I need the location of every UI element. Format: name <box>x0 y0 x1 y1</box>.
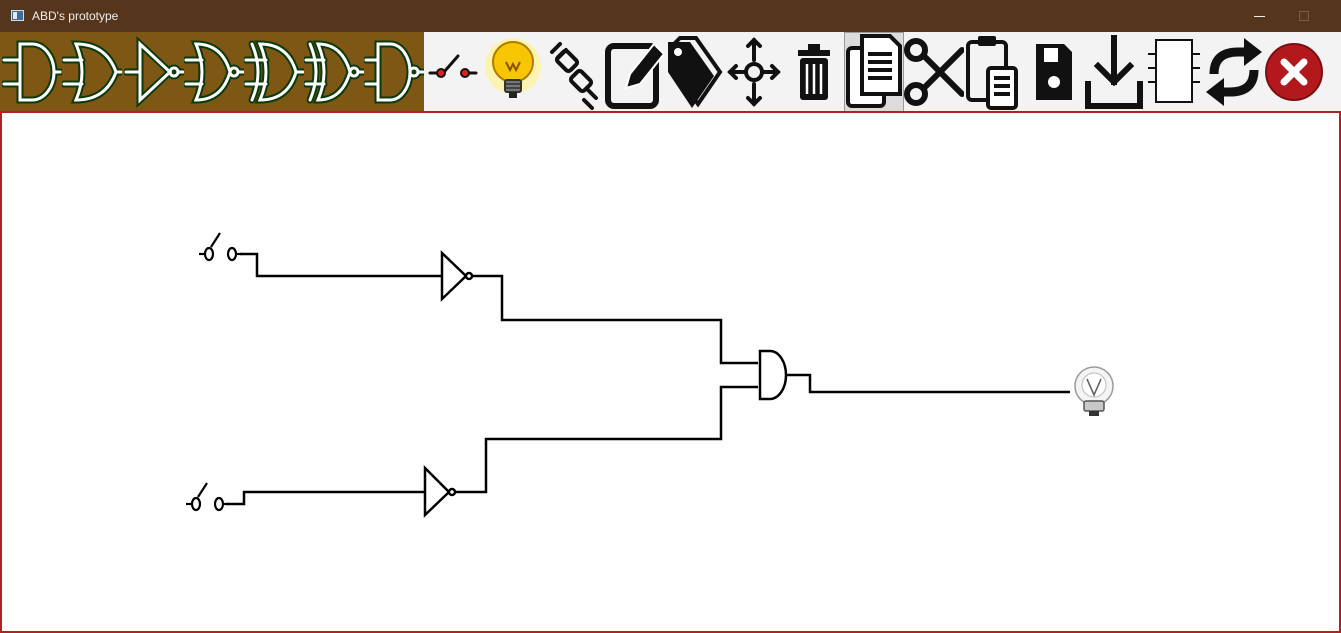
toolbar <box>0 32 1341 112</box>
plug-icon <box>544 32 604 112</box>
switch-tool[interactable] <box>424 32 482 112</box>
and-gate-icon <box>2 32 62 112</box>
not-gate-component[interactable] <box>425 468 455 515</box>
not-gate-tool[interactable] <box>124 32 184 112</box>
circuit-canvas[interactable] <box>0 111 1341 633</box>
window-title: ABD's prototype <box>32 9 119 23</box>
wire[interactable] <box>784 375 1070 392</box>
maximize-button[interactable] <box>1282 0 1328 32</box>
chip-icon <box>1144 32 1204 112</box>
close-icon <box>1264 32 1324 112</box>
nand-gate-tool[interactable] <box>364 32 424 112</box>
wire[interactable] <box>472 276 758 363</box>
clipboard-icon <box>964 32 1024 112</box>
connect-wire-tool[interactable] <box>544 32 604 112</box>
nand-gate-icon <box>364 32 424 112</box>
app-icon <box>11 10 24 21</box>
and-gate-component[interactable] <box>760 351 786 399</box>
nor-gate-tool[interactable] <box>184 32 244 112</box>
save-tool[interactable] <box>1024 32 1084 112</box>
light-bulb-icon <box>482 32 544 112</box>
tag-icon <box>664 32 724 112</box>
xor-gate-icon <box>244 32 304 112</box>
copy-icon <box>844 32 904 112</box>
minimize-button[interactable] <box>1236 0 1282 32</box>
copy-tool[interactable] <box>844 32 904 112</box>
delete-tool[interactable] <box>784 32 844 112</box>
move-arrows-icon <box>724 32 784 112</box>
switch-component[interactable] <box>186 483 228 510</box>
refresh-icon <box>1204 32 1264 112</box>
download-icon <box>1084 32 1144 112</box>
or-gate-icon <box>62 32 122 112</box>
bulb-component[interactable] <box>1075 367 1113 416</box>
switch-icon <box>424 32 482 112</box>
circuit-diagram <box>2 113 1339 631</box>
xnor-gate-icon <box>304 32 364 112</box>
edit-tool[interactable] <box>604 32 664 112</box>
switch-component[interactable] <box>199 233 242 260</box>
bulb-tool[interactable] <box>482 32 544 112</box>
paste-tool[interactable] <box>964 32 1024 112</box>
wire[interactable] <box>454 387 758 492</box>
refresh-tool[interactable] <box>1204 32 1264 112</box>
wire[interactable] <box>240 254 442 276</box>
wire[interactable] <box>226 492 425 504</box>
download-tool[interactable] <box>1084 32 1144 112</box>
scissors-icon <box>904 32 964 112</box>
label-tool[interactable] <box>664 32 724 112</box>
or-gate-tool[interactable] <box>62 32 122 112</box>
save-icon <box>1024 32 1084 112</box>
title-bar <box>0 0 1341 32</box>
cut-tool[interactable] <box>904 32 964 112</box>
xnor-gate-tool[interactable] <box>304 32 364 112</box>
nor-gate-icon <box>184 32 244 112</box>
close-tool[interactable] <box>1264 32 1324 112</box>
and-gate-tool[interactable] <box>2 32 62 112</box>
not-gate-icon <box>124 32 184 112</box>
trash-icon <box>784 32 844 112</box>
chip-tool[interactable] <box>1144 32 1204 112</box>
xor-gate-tool[interactable] <box>244 32 304 112</box>
move-tool[interactable] <box>724 32 784 112</box>
not-gate-component[interactable] <box>442 253 472 299</box>
edit-icon <box>604 32 664 112</box>
